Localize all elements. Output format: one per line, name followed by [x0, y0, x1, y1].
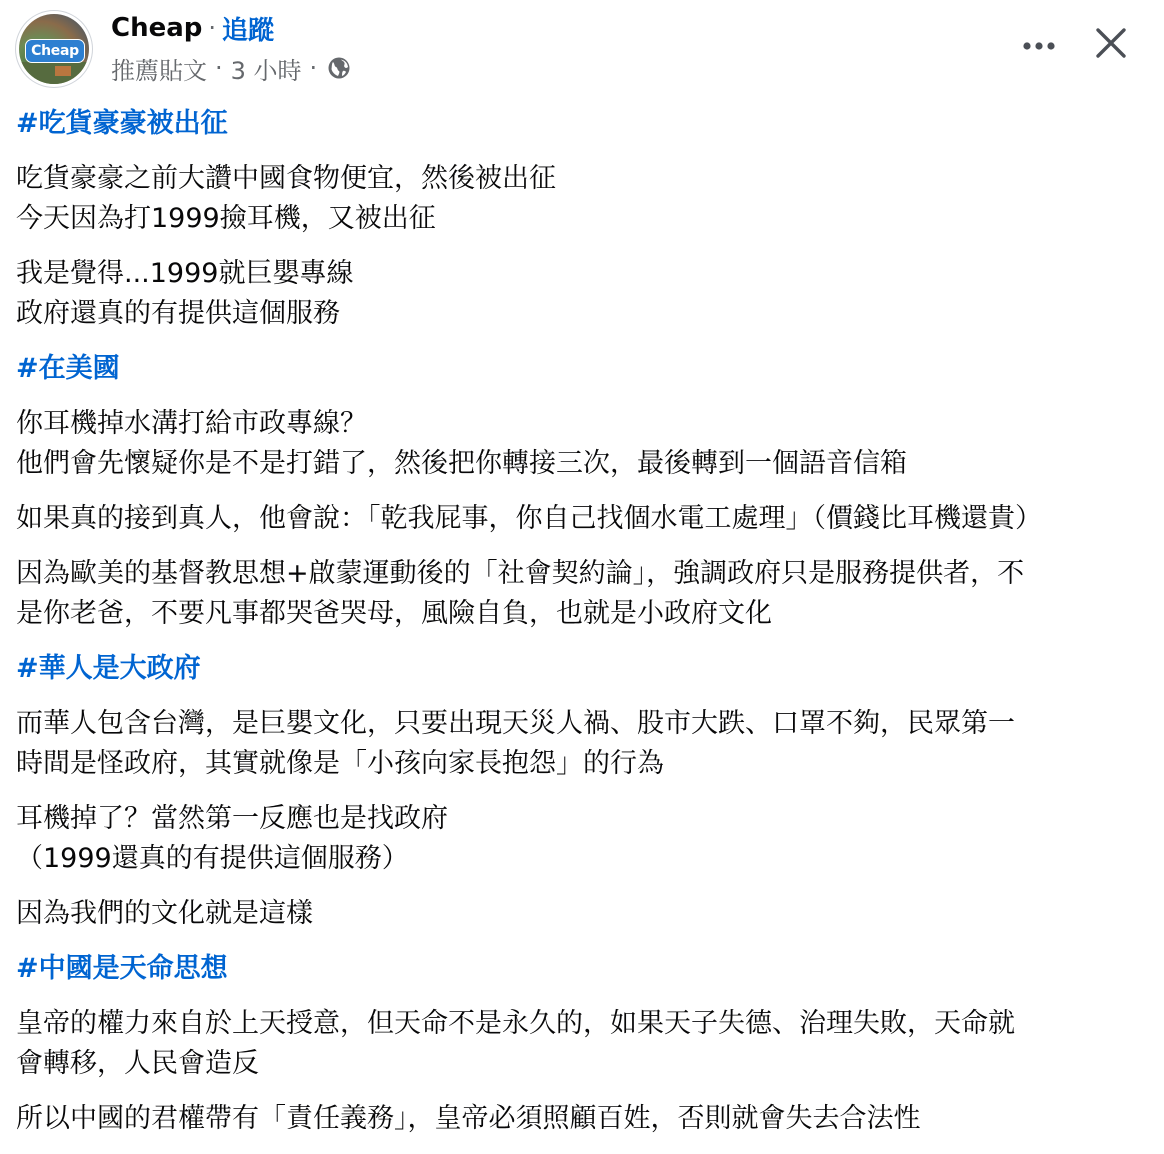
text-line: （1999還真的有提供這個服務） — [16, 843, 409, 874]
post-meta — [111, 50, 351, 86]
paragraph — [16, 704, 1136, 784]
text-line: 因為歐美的基督教思想+啟蒙運動後的「社會契約論」，強調政府只是服務提供者，不 — [16, 558, 1025, 589]
separator-dot: · — [309, 54, 318, 82]
text-line: 而華人包含台灣，是巨嬰文化，只要出現天災人禍、股市大跌、口罩不夠，民眾第一 — [16, 708, 1015, 739]
text-line: 耳機掉了？當然第一反應也是找政府 — [16, 803, 448, 834]
name-row — [111, 10, 274, 46]
avatar-image — [19, 14, 89, 84]
text-line: 會轉移，人民會造反 — [16, 1048, 259, 1079]
text-line: 皇帝的權力來自於上天授意，但天命不是永久的，如果天子失德、治理失敗，天命就 — [16, 1008, 1015, 1039]
suggested-post-label: 推薦貼文 — [111, 56, 207, 85]
separator-dot: · — [215, 54, 223, 82]
paragraph — [16, 1004, 1136, 1084]
text-line: 你耳機掉水溝打給市政專線？ — [16, 408, 367, 439]
paragraph — [16, 894, 1136, 934]
post-timestamp[interactable]: 3 小時 — [230, 56, 302, 85]
paragraph — [16, 554, 1136, 634]
globe-icon[interactable] — [327, 56, 351, 80]
hashtag-link[interactable]: #中國是天命思想 — [16, 953, 228, 984]
text-line: 時間是怪政府，其實就像是「小孩向家長抱怨」的行為 — [16, 748, 664, 779]
separator-dot: · — [208, 14, 217, 42]
paragraph — [16, 404, 1136, 484]
text-line: 吃貨豪豪之前大讚中國食物便宜，然後被出征 — [16, 163, 556, 194]
text-line: 他們會先懷疑你是不是打錯了，然後把你轉接三次，最後轉到一個語音信箱 — [16, 448, 907, 479]
post-header — [0, 0, 1164, 100]
close-button[interactable] — [1090, 24, 1132, 66]
avatar-hill-shape — [19, 62, 89, 84]
paragraph — [16, 159, 1136, 239]
paragraph — [16, 254, 1136, 334]
text-line: 因為我們的文化就是這樣 — [16, 898, 313, 929]
page-name-link[interactable]: Cheap — [111, 13, 203, 43]
more-options-button[interactable] — [1018, 26, 1060, 64]
close-icon — [1095, 27, 1127, 63]
paragraph — [16, 1099, 1136, 1139]
text-line: 我是覺得...1999就巨嬰專線 — [16, 258, 354, 289]
paragraph — [16, 499, 1136, 539]
follow-button[interactable]: 追蹤 — [222, 15, 275, 46]
avatar-house-shape — [55, 66, 71, 76]
text-line: 政府還真的有提供這個服務 — [16, 298, 340, 329]
text-line: 所以中國的君權帶有「責任義務」，皇帝必須照顧百姓，否則就會失去合法性 — [16, 1103, 921, 1134]
hashtag-link[interactable]: #在美國 — [16, 353, 120, 384]
page-avatar[interactable] — [15, 10, 93, 88]
more-horizontal-icon — [1021, 36, 1057, 55]
paragraph — [16, 799, 1136, 879]
text-line: 今天因為打1999撿耳機，又被出征 — [16, 203, 436, 234]
text-line: 是你老爸，不要凡事都哭爸哭母，風險自負，也就是小政府文化 — [16, 598, 772, 629]
text-line: 如果真的接到真人，他會說：「乾我屁事，你自己找個水電工處理」（價錢比耳機還貴） — [16, 503, 1042, 534]
hashtag-link[interactable]: #吃貨豪豪被出征 — [16, 108, 228, 139]
hashtag-link[interactable]: #華人是大政府 — [16, 653, 201, 684]
post-body — [16, 104, 1136, 1154]
avatar-logo: Cheap — [25, 39, 85, 63]
